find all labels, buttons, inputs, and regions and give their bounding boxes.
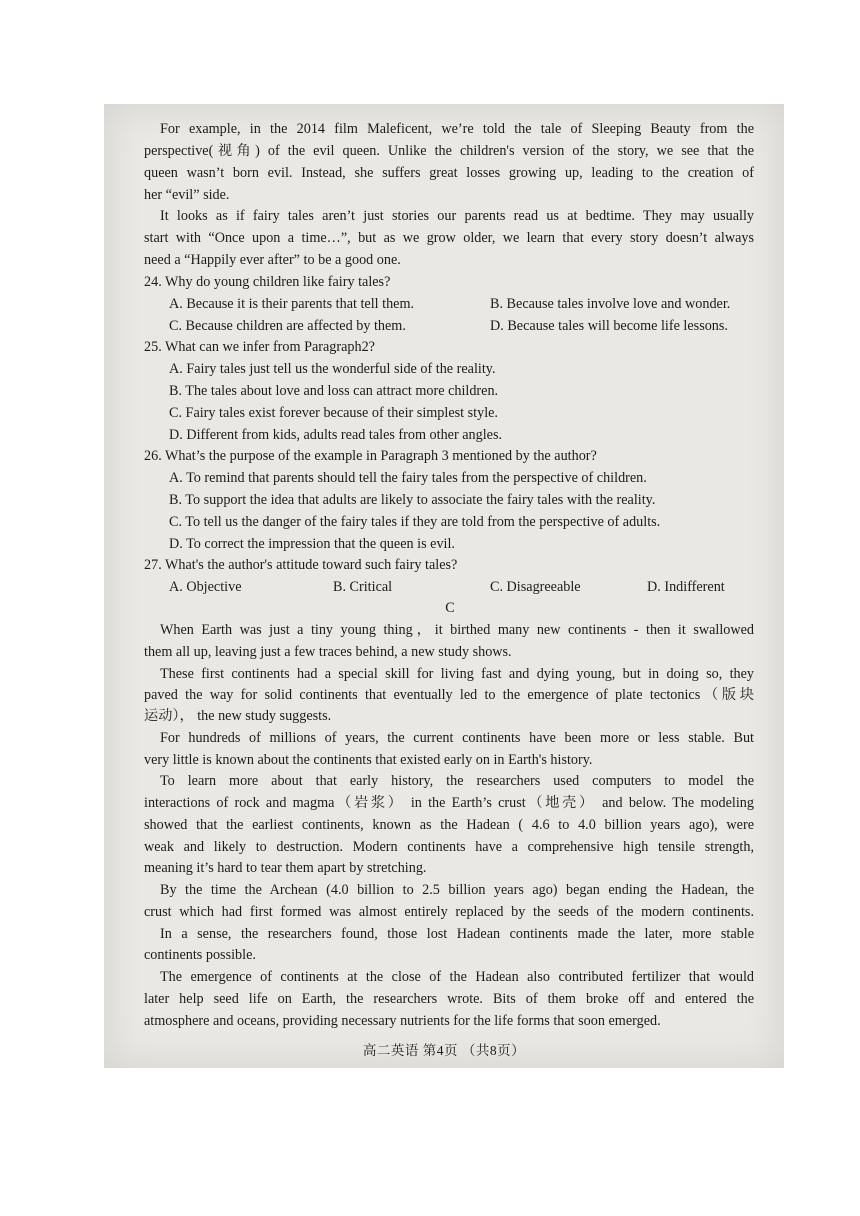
text-line: later help seed life on Earth, the researchers wrote. Bits of them broke off and entered the: [144, 991, 754, 1007]
answer-option: A. Fairy tales just tell us the wonderful side of the reality.: [169, 361, 496, 377]
answer-option: D. Because tales will become life lessons.: [490, 318, 728, 334]
text-line: 运动）， the new study suggests.: [144, 708, 332, 724]
text-line: paved the way for solid continents that eventually led to the emergence of plate tectonics（版块: [144, 687, 754, 703]
text-line: In a sense, the researchers found, those lost Hadean continents made the later, more stable: [160, 926, 754, 942]
answer-option: C. To tell us the danger of the fairy tales if they are told from the perspective of adults.: [169, 514, 661, 530]
text-line: interactions of rock and magma（岩浆） in the Earth’s crust（地壳） and below. The modeling: [144, 795, 754, 811]
text-line: start with “Once upon a time…”, but as we grow older, we learn that every story doesn’t always: [144, 230, 754, 246]
answer-option: C. Fairy tales exist forever because of their simplest style.: [169, 405, 498, 421]
text-line: For hundreds of millions of years, the current continents have been more or less stable. But: [160, 730, 754, 746]
text-line: It looks as if fairy tales aren’t just stories our parents read us at bedtime. They may usually: [160, 208, 754, 224]
text-line: When Earth was just a tiny young thing，it birthed many new continents - then it swallowed: [160, 622, 754, 638]
page-footer: 高二英语 第4页 （共8页）: [362, 1043, 526, 1058]
question-stem: 24. Why do young children like fairy tales?: [144, 274, 391, 290]
answer-option: C. Because children are affected by them.: [169, 318, 406, 334]
text-line: atmosphere and oceans, providing necessary nutrients for the life forms that soon emerged.: [144, 1013, 661, 1029]
text-line: The emergence of continents at the close of the Hadean also contributed fertilizer that would: [160, 969, 754, 985]
answer-option: B. The tales about love and loss can attract more children.: [169, 383, 499, 399]
answer-option: B. To support the idea that adults are likely to associate the fairy tales with the reality.: [169, 492, 656, 508]
text-line: To learn more about that early history, the researchers used computers to model the: [160, 773, 754, 789]
text-line: showed that the earliest continents, known as the Hadean ( 4.6 to 4.0 billion years ago), were: [144, 817, 754, 833]
text-line: queen wasn’t born evil. Instead, she suffers great losses growing up, leading to the creation of: [144, 165, 754, 181]
text-line: For example, in the 2014 film Maleficent, we’re told the tale of Sleeping Beauty from the: [160, 121, 754, 137]
question-stem: 26. What’s the purpose of the example in Paragraph 3 mentioned by the author?: [144, 448, 597, 464]
answer-option: A. Because it is their parents that tell them.: [169, 296, 415, 312]
answer-option: D. Indifferent: [647, 579, 725, 595]
answer-option: C. Disagreeable: [490, 579, 581, 595]
answer-option: A. Objective: [169, 579, 242, 595]
answer-option: D. To correct the impression that the queen is evil.: [169, 536, 455, 552]
text-line: meaning it’s hard to tear them apart by stretching.: [144, 860, 427, 876]
section-label: C: [445, 600, 455, 616]
question-stem: 27. What's the author's attitude toward such fairy tales?: [144, 557, 458, 573]
text-line: perspective(视角) of the evil queen. Unlike the children's version of the story, we see that the: [144, 143, 754, 159]
answer-option: A. To remind that parents should tell the fairy tales from the perspective of children.: [169, 470, 647, 486]
text-line: her “evil” side.: [144, 187, 230, 203]
text-line: crust which had first formed was almost entirely replaced by the seeds of the modern continents.: [144, 904, 754, 920]
question-stem: 25. What can we infer from Paragraph2?: [144, 339, 375, 355]
answer-option: B. Because tales involve love and wonder.: [490, 296, 731, 312]
text-line: These first continents had a special skill for living fast and dying young, but in doing so, they: [160, 666, 754, 682]
text-line: need a “Happily ever after” to be a good one.: [144, 252, 401, 268]
text-line: continents possible.: [144, 947, 256, 963]
text-line: them all up, leaving just a few traces behind, a new study shows.: [144, 644, 512, 660]
answer-option: B. Critical: [333, 579, 393, 595]
text-line: weak and likely to destruction. Modern continents have a comprehensive high tensile strength,: [144, 839, 754, 855]
text-line: By the time the Archean (4.0 billion to 2.5 billion years ago) began ending the Hadean, the: [160, 882, 754, 898]
answer-option: D. Different from kids, adults read tales from other angles.: [169, 427, 503, 443]
text-line: very little is known about the continents that existed early on in Earth's history.: [144, 752, 593, 768]
